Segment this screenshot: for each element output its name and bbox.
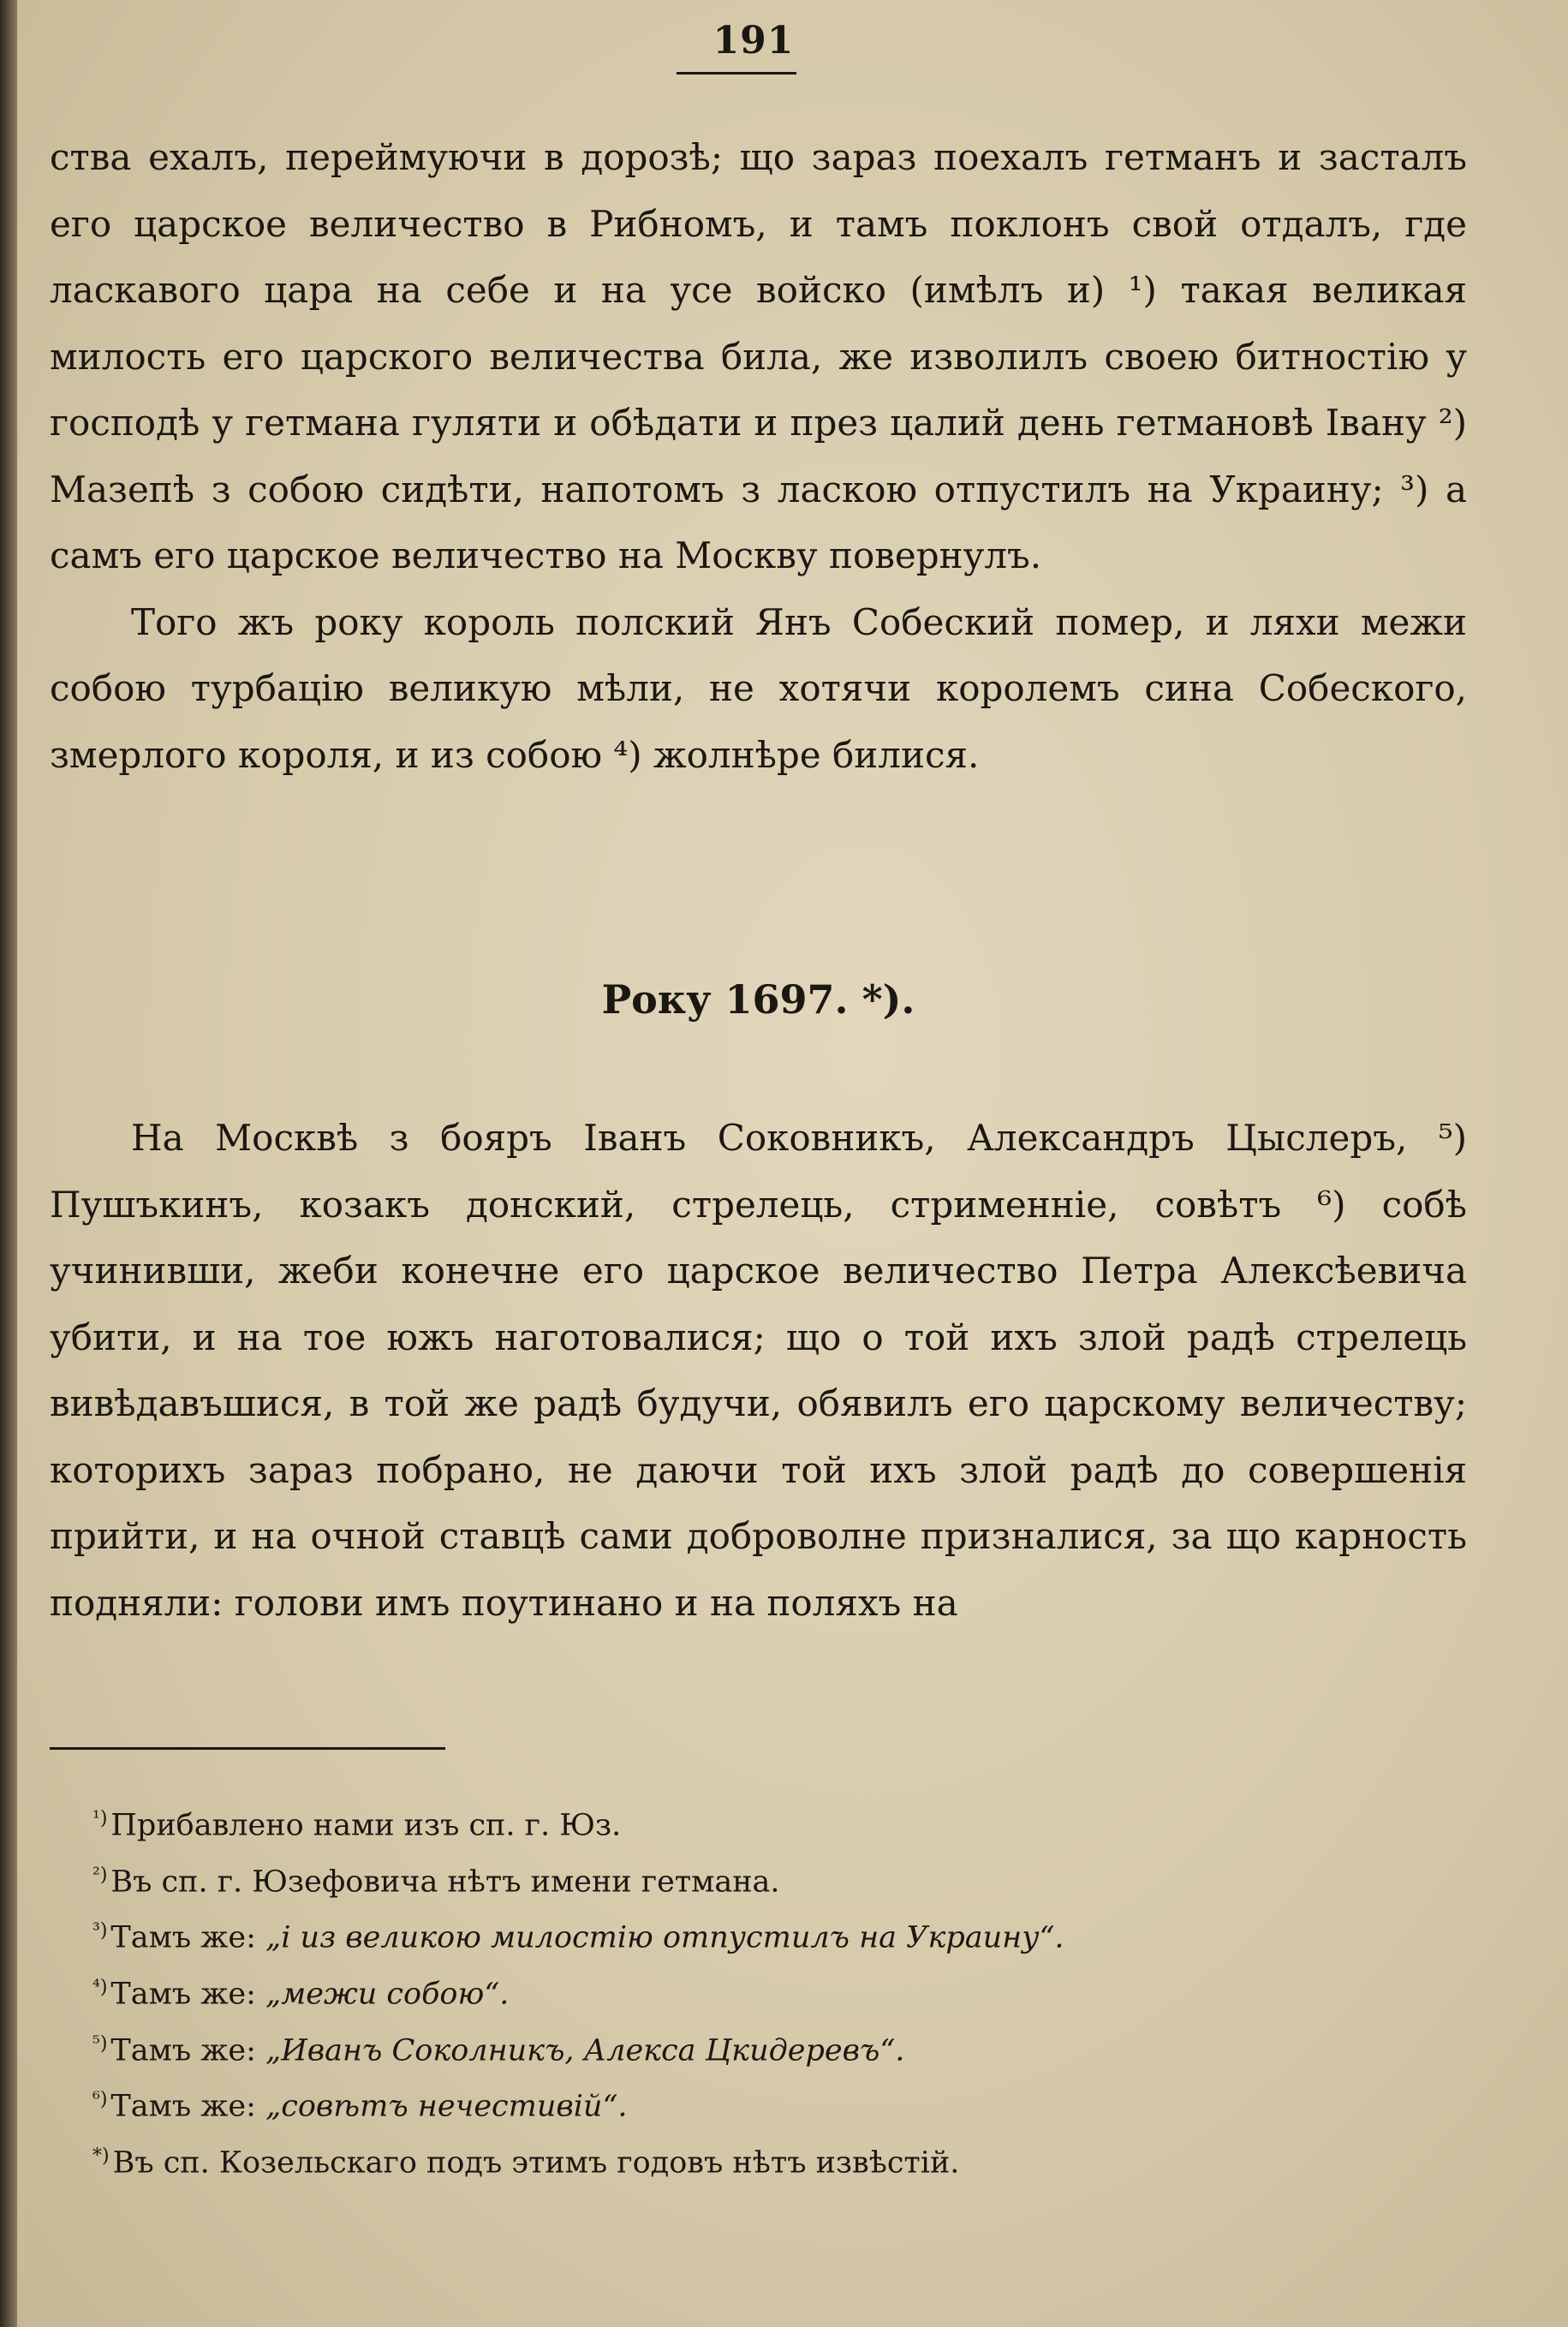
section-heading: Року 1697. *). [601,976,915,1023]
footnote-quote: „і из великою милостію отпустилъ на Украину“. [265,1920,1064,1955]
footnote-text: Тамъ же: [110,2089,266,2124]
footnote-text: Въ сп. Козельскаго подъ этимъ годовъ нѣтъ извѣстій. [112,2145,960,2181]
footnote-divider [50,1747,445,1750]
footnote-text: Тамъ же: [110,1977,266,2012]
footnote-quote: „межи собою“. [265,1977,510,2012]
footnote [92,1794,1377,1851]
footnotes-list [92,1794,1377,2188]
paragraph: Того жъ року король полский Янъ Собеский помер, и ляхи межи собою турбацію великую мѣли, не хотячи королемъ сина Собеского, змерлого короля, и из собою ⁴) жолнѣре билися. [50,600,1467,776]
page-number-underline [677,72,796,75]
footnote-quote: „совѣтъ нечестивій“. [265,2089,628,2124]
footnote-mark: ⁶) [92,2089,108,2111]
footnote-text: Въ сп. г. Юзефовича нѣтъ имени гетмана. [110,1865,780,1900]
paragraph: ства ехалъ, переймуючи в дорозѣ; що зараз поехалъ гетманъ и засталъ его царское величество в Рибномъ, и тамъ поклонъ свой отдалъ, где ласкавого цара на себе и на усе войско (имѣлъ и) ¹) такая великая милость его царского величества била, же изволилъ своею битностію у господѣ у гетмана гуляти и обѣдати и през цалий день гетмановѣ Івану ²) Мазепѣ з собою сидѣти, напотомъ з ласкою отпустилъ на Украину; ³) а самъ его царское величество на Москву повернулъ. [50,136,1467,576]
footnote-mark: ³) [92,1920,108,1942]
footnote [92,1963,1377,2020]
footnote-text: Тамъ же: [110,1920,266,1955]
footnote [92,1906,1377,1963]
footnote-mark: ¹) [92,1808,108,1829]
footnote-text: Тамъ же: [110,2033,266,2068]
footnote [92,2075,1377,2132]
footnote-mark: *) [92,2145,110,2167]
footnote [92,2020,1377,2076]
footnote [92,2132,1377,2188]
body-text-bottom [50,1105,1467,1636]
page-number: 191 [712,19,795,63]
footnote-text: Прибавлено нами изъ сп. г. Юз. [110,1808,622,1843]
footnote-mark: ⁴) [92,1976,108,1998]
book-spine-shadow [0,0,17,2327]
body-text-top [50,124,1467,788]
footnote-quote: „Иванъ Соколникъ, Алекса Цкидеревъ“. [265,2033,905,2068]
paragraph: На Москвѣ з бояръ Іванъ Соковникъ, Александръ Цыслеръ, ⁵) Пушъкинъ, козакъ донский, стрелець, стрименніе, совѣтъ ⁶) собѣ учинивши, жеби конечне его царское величество Петра Алексѣевича убити, и на тое южъ наготовалися; що о той ихъ злой радѣ стрелець вивѣдавъшися, в той же радѣ будучи, обявилъ его царскому величеству; которихъ зараз побрано, не даючи той ихъ злой радѣ до совершенія прийти, и на очной ставцѣ сами доброволне призналися, за що карность подняли: голови имъ поутинано и на поляхъ на [50,1117,1467,1624]
footnote-mark: ⁵) [92,2032,108,2055]
footnote [92,1851,1377,1907]
footnote-mark: ²) [92,1864,108,1886]
